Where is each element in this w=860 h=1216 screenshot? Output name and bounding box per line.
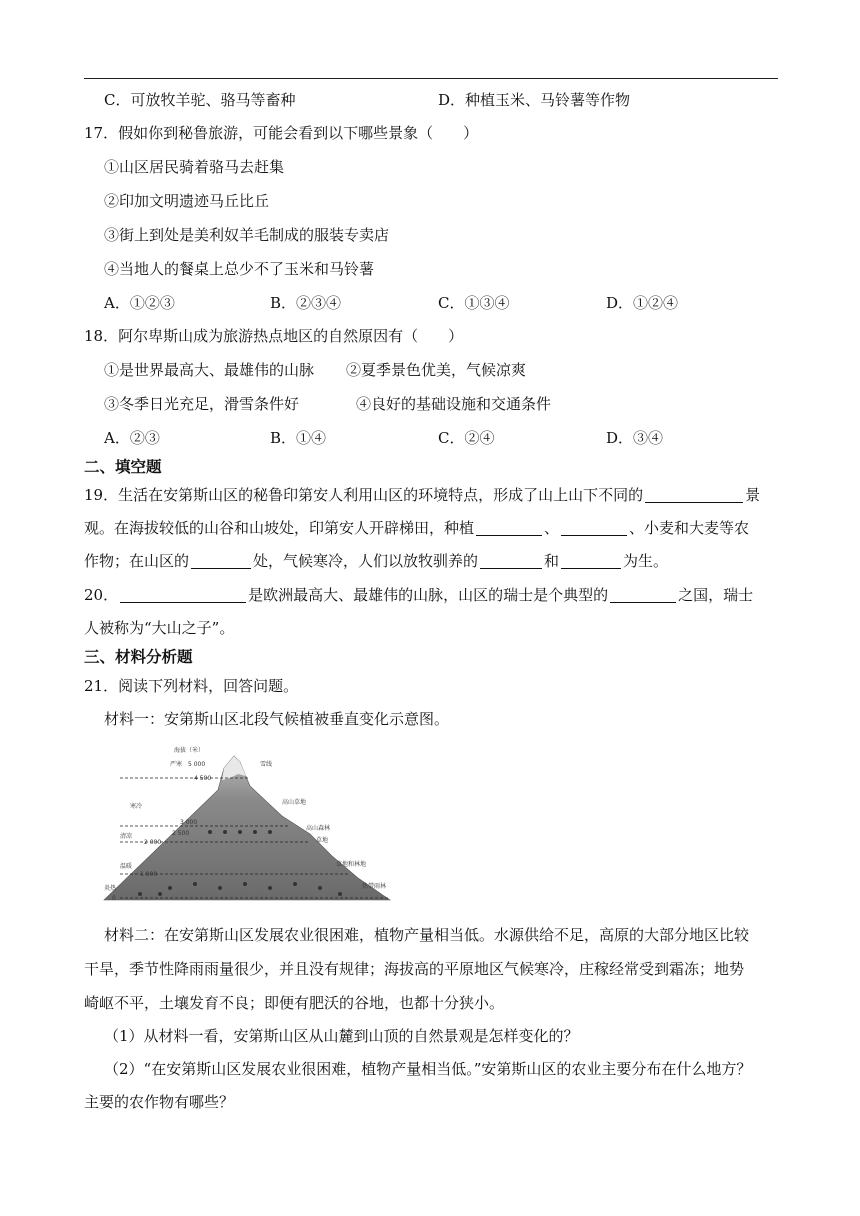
q21-stem: 21．阅读下列材料，回答问题。 <box>84 677 299 695</box>
veg-snowline: 雪线 <box>260 761 273 768</box>
climate-hot: 炎热 <box>104 885 117 892</box>
q21-material-1: 材料一：安第斯山区北段气候植被垂直变化示意图。 <box>104 710 450 728</box>
q21-sub-question-2-line-1: （2）“在安第斯山区发展农业很困难，植物产量相当低。”安第斯山区的农业主要分布在什么地方？ <box>104 1060 752 1078</box>
q18-item-3: ③冬季日光充足，滑雪条件好 <box>104 395 300 413</box>
q17-item-2: ②印加文明遗迹马丘比丘 <box>104 192 270 210</box>
altitude-2000: 2 000 <box>144 839 162 846</box>
q18-item-1: ①是世界最高大、最雄伟的山脉 <box>104 361 315 379</box>
mountain-shape <box>104 756 390 900</box>
q20-line-2: 人被称为“大山之子”。 <box>84 619 235 637</box>
q21-material-2-line-1: 材料二：在安第斯山区发展农业很困难，植物产量相当低。水源供给不足，高原的大部分地区比较 <box>104 926 750 944</box>
q18-option-d: D．③④ <box>606 429 664 447</box>
q21-sub-question-2-line-2: 主要的农作物有哪些？ <box>84 1093 235 1111</box>
q19-line-3: 作物；在山区的 处，气候寒冷，人们以放牧驯养的 和 为生。 <box>84 552 669 570</box>
veg-alpine-meadow: 高山草地 <box>282 799 307 806</box>
q17-option-a: A．①②③ <box>104 294 175 312</box>
altitude-5000: 5 000 <box>188 761 206 768</box>
q19-line-2: 观。在海拔较低的山谷和山坡处，印第安人开辟梯田，种植 、 、小麦和大麦等农 <box>84 519 750 537</box>
q19-blank-6[interactable] <box>561 552 621 569</box>
altitude-0: 0 <box>112 895 116 902</box>
q17-item-1: ①山区居民骑着骆马去赶集 <box>104 158 285 176</box>
q19-blank-4[interactable] <box>191 552 251 569</box>
q18-option-c: C．②④ <box>438 429 495 447</box>
q18-stem: 18．阿尔卑斯山成为旅游热点地区的自然原因有（ ） <box>84 327 464 345</box>
q19-blank-2[interactable] <box>476 519 542 536</box>
q17-item-3: ③街上到处是美利奴羊毛制成的服装专卖店 <box>104 226 390 244</box>
q16-option-c: C．可放牧羊驼、骆马等畜种 <box>104 91 296 109</box>
q17-option-c: C．①③④ <box>438 294 510 312</box>
q18-option-a: A．②③ <box>104 429 160 447</box>
q18-item-2: ②夏季景色优美，气候凉爽 <box>346 361 527 379</box>
climate-severe-cold: 严寒 <box>170 761 183 768</box>
q17-option-b: B．②③④ <box>270 294 342 312</box>
altitude-1000: 1 000 <box>140 871 158 878</box>
climate-cool: 清凉 <box>120 833 133 840</box>
q21-sub-question-1: （1）从材料一看，安第斯山区从山麓到山顶的自然景观是怎样变化的？ <box>104 1027 579 1045</box>
q21-material-2-line-3: 崎岖不平，土壤发育不良；即便有肥沃的谷地，也都十分狭小。 <box>84 994 505 1012</box>
q16-option-d: D．种植玉米、马铃薯等作物 <box>438 91 631 109</box>
mountain-diagram <box>100 738 400 904</box>
veg-alpine-forest: 高山森林 <box>306 825 331 832</box>
andes-vertical-zonation-figure <box>100 738 400 904</box>
q19-blank-1[interactable] <box>645 486 743 503</box>
q19-blank-5[interactable] <box>480 552 542 569</box>
section-title-material: 三、材料分析题 <box>84 648 193 666</box>
q19-line-1: 19．生活在安第斯山区的秘鲁印第安人利用山区的环境特点，形成了山上山下不同的 景 <box>84 486 761 504</box>
altitude-3000: 3 000 <box>180 819 198 826</box>
veg-tropical-rainforest: 热带雨林 <box>362 883 387 890</box>
q17-option-d: D．①②④ <box>606 294 679 312</box>
q18-item-4: ④良好的基础设施和交通条件 <box>356 395 552 413</box>
q20-blank-1[interactable] <box>120 586 246 603</box>
section-title-fill-in: 二、填空题 <box>84 458 162 476</box>
q20-blank-2[interactable] <box>610 586 676 603</box>
q19-blank-3[interactable] <box>561 519 627 536</box>
q21-material-2-line-2: 干旱，季节性降雨雨量很少，并且没有规律；海拔高的平原地区气候寒冷，庄稼经常受到霜冻；地势 <box>84 960 745 978</box>
veg-grassland: 草地 <box>316 837 329 844</box>
climate-warm: 温暖 <box>120 863 133 870</box>
q18-option-b: B．①④ <box>270 429 327 447</box>
q17-item-4: ④当地人的餐桌上总少不了玉米和马铃薯 <box>104 260 375 278</box>
q20-line-1: 20． 是欧洲最高大、最雄伟的山脉，山区的瑞士是个典型的 之国，瑞士 <box>84 586 754 604</box>
axis-title: 海拔（米） <box>174 747 205 754</box>
q17-stem: 17．假如你到秘鲁旅游，可能会看到以下哪些景象（ ） <box>84 124 479 142</box>
altitude-4500: 4 500 <box>194 775 212 782</box>
header-rule <box>84 78 778 79</box>
altitude-2500: 2 500 <box>172 830 190 837</box>
veg-grassland-woodland: 草地和林地 <box>336 861 367 868</box>
climate-cold: 寒冷 <box>130 803 143 810</box>
